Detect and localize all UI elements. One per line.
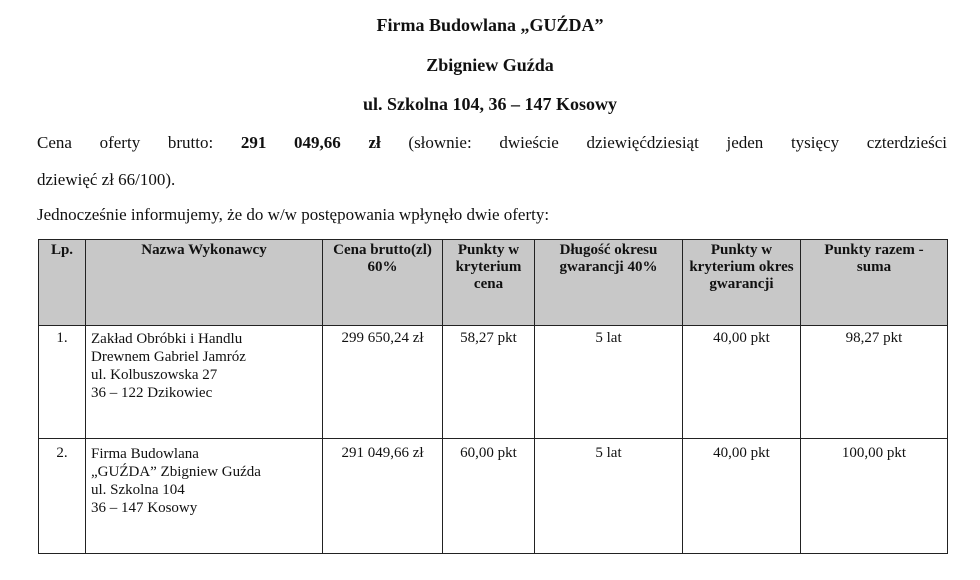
header-price: Cena brutto(zl) 60%	[323, 240, 443, 326]
offer-price-value: 291 049,66	[240, 133, 341, 152]
header-warranty-points: Punkty w kryterium okres gwarancji	[683, 240, 801, 326]
contractor-name-line: ul. Kolbuszowska 27	[91, 367, 218, 383]
cell-total: 100,00 pkt	[801, 439, 948, 554]
offer-price-currency: zł	[368, 133, 381, 152]
company-name: Firma Budowlana „GUŹDA”	[376, 15, 604, 35]
table-row	[39, 326, 948, 439]
header-lp: Lp.	[39, 240, 86, 326]
offer-price-paragraph	[37, 124, 947, 198]
offer-price-words-2: dziewięć zł 66/100).	[37, 170, 176, 189]
contractor-name-line: „GUŹDA” Zbigniew Guźda	[91, 464, 261, 480]
table-row	[39, 439, 948, 554]
cell-lp: 2.	[39, 439, 86, 554]
company-address: ul. Szkolna 104, 36 – 147 Kosowy	[362, 94, 618, 114]
contractor-name-line: Drewnem Gabriel Jamróz	[91, 349, 246, 365]
offer-price-line-1	[37, 124, 947, 161]
contractor-name-line: ul. Szkolna 104	[91, 482, 185, 498]
offer-price-label: Cena oferty brutto:	[37, 133, 214, 152]
owner-name: Zbigniew Guźda	[426, 55, 554, 75]
cell-warranty-points: 40,00 pkt	[683, 439, 801, 554]
contractor-name-line: 36 – 147 Kosowy	[91, 500, 198, 516]
cell-contractor-name	[86, 326, 323, 439]
header-total: Punkty razem - suma	[801, 240, 948, 326]
header-warranty: Długość okresu gwarancji 40%	[535, 240, 683, 326]
cell-total: 98,27 pkt	[801, 326, 948, 439]
cell-price: 291 049,66 zł	[323, 439, 443, 554]
contractor-name-line: 36 – 122 Dzikowiec	[91, 385, 213, 401]
cell-warranty: 5 lat	[535, 439, 683, 554]
cell-warranty-points: 40,00 pkt	[683, 326, 801, 439]
cell-lp: 1.	[39, 326, 86, 439]
offers-table	[38, 239, 948, 554]
header-price-points: Punkty w kryterium cena	[443, 240, 535, 326]
header-contractor-name: Nazwa Wykonawcy	[86, 240, 323, 326]
cell-contractor-name	[86, 439, 323, 554]
contractor-name-line: Firma Budowlana	[91, 446, 199, 462]
table-header-row	[39, 240, 948, 326]
info-paragraph: Jednocześnie informujemy, że do w/w postępowania wpłynęło dwie oferty:	[37, 205, 550, 224]
contractor-name-line: Zakład Obróbki i Handlu	[91, 331, 243, 347]
offer-price-words-1: (słownie: dwieście dziewięćdziesiąt jeden tysięcy czterdzieści	[408, 133, 947, 152]
cell-warranty: 5 lat	[535, 326, 683, 439]
cell-price: 299 650,24 zł	[323, 326, 443, 439]
cell-price-points: 58,27 pkt	[443, 326, 535, 439]
cell-price-points: 60,00 pkt	[443, 439, 535, 554]
